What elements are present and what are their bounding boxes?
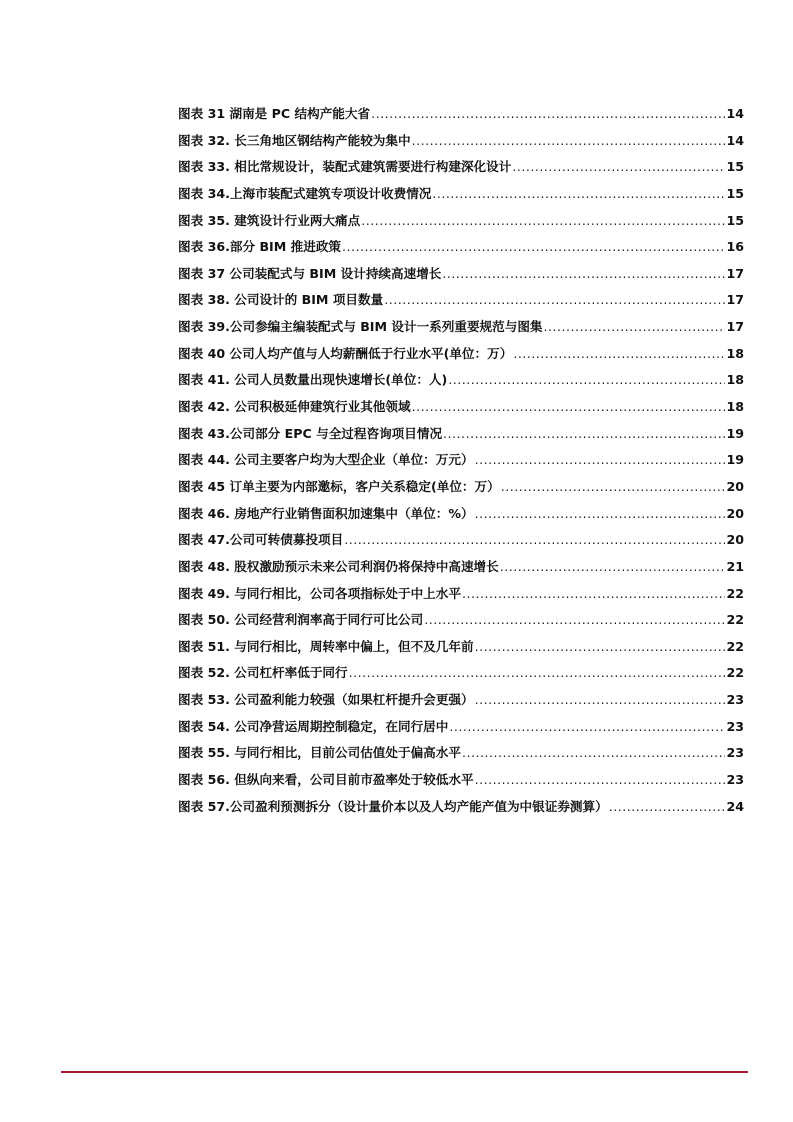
toc-entry[interactable] <box>178 421 744 448</box>
toc-entry-title: 图表 38. 公司设计的 BIM 项目数量 <box>178 292 384 308</box>
toc-entry[interactable] <box>178 287 744 314</box>
toc-entry-page-number: 17 <box>726 292 744 308</box>
toc-entry-title: 图表 56. 但纵向来看，公司目前市盈率处于较低水平 <box>178 772 474 788</box>
toc-entry[interactable] <box>178 687 744 714</box>
toc-dot-leader <box>442 261 725 288</box>
toc-entry[interactable] <box>178 527 744 554</box>
toc-entry[interactable] <box>178 367 744 394</box>
toc-entry-title: 图表 43.公司部分 EPC 与全过程咨询项目情况 <box>178 425 443 441</box>
toc-entry[interactable] <box>178 474 744 501</box>
toc-dot-leader <box>475 767 726 794</box>
toc-dot-leader <box>512 154 725 181</box>
toc-dot-leader <box>443 421 725 448</box>
toc-entry[interactable] <box>178 660 744 687</box>
toc-entry-title: 图表 40 公司人均产值与人均薪酬低于行业水平(单位：万） <box>178 345 513 361</box>
toc-dot-leader <box>412 128 726 155</box>
toc-entry[interactable] <box>178 234 744 261</box>
toc-entry-title: 图表 57.公司盈利预测拆分（设计量价本以及人均产能产值为中银证券测算） <box>178 798 608 814</box>
toc-dot-leader <box>544 314 726 341</box>
toc-entry-title: 图表 54. 公司净营运周期控制稳定，在同行居中 <box>178 718 449 734</box>
toc-dot-leader <box>349 660 726 687</box>
toc-entry[interactable] <box>178 501 744 528</box>
toc-entry[interactable] <box>178 261 744 288</box>
toc-entry[interactable] <box>178 634 744 661</box>
toc-entry-title: 图表 55. 与同行相比，目前公司估值处于偏高水平 <box>178 745 461 761</box>
toc-dot-leader <box>475 447 726 474</box>
toc-entry-title: 图表 37 公司装配式与 BIM 设计持续高速增长 <box>178 265 442 281</box>
toc-dot-leader <box>475 634 726 661</box>
toc-entry-title: 图表 35. 建筑设计行业两大痛点 <box>178 212 361 228</box>
toc-entry-title: 图表 34.上海市装配式建筑专项设计收费情况 <box>178 185 432 201</box>
toc-entry[interactable] <box>178 394 744 421</box>
toc-entry-title: 图表 32. 长三角地区钢结构产能较为集中 <box>178 132 411 148</box>
toc-entry-page-number: 20 <box>726 532 744 548</box>
toc-entry-title: 图表 47.公司可转债募投项目 <box>178 532 344 548</box>
toc-entry[interactable] <box>178 181 744 208</box>
toc-entry-page-number: 23 <box>726 772 744 788</box>
toc-dot-leader <box>475 687 726 714</box>
toc-entry-title: 图表 48. 股权激励预示未来公司利润仍将保持中高速增长 <box>178 558 499 574</box>
toc-entry-title: 图表 31 湖南是 PC 结构产能大省 <box>178 106 371 121</box>
toc-entry-title: 图表 36.部分 BIM 推进政策 <box>178 239 342 255</box>
toc-entry-page-number: 23 <box>726 718 744 734</box>
toc-entry-page-number: 14 <box>726 106 744 121</box>
toc-entry-page-number: 15 <box>726 185 744 201</box>
toc-dot-leader <box>432 181 725 208</box>
toc-entry-page-number: 16 <box>726 239 744 255</box>
toc-entry[interactable] <box>178 341 744 368</box>
toc-entry-page-number: 14 <box>726 132 744 148</box>
toc-entry-page-number: 18 <box>726 399 744 415</box>
toc-dot-leader <box>449 714 725 741</box>
toc-entry-title: 图表 45 订单主要为内部邀标，客户关系稳定(单位：万） <box>178 478 500 494</box>
toc-entry[interactable] <box>178 767 744 794</box>
toc-dot-leader <box>412 394 726 421</box>
toc-entry-page-number: 19 <box>726 425 744 441</box>
toc-entry-page-number: 23 <box>726 745 744 761</box>
toc-entry-title: 图表 44. 公司主要客户均为大型企业（单位：万元） <box>178 452 474 468</box>
toc-entry-page-number: 20 <box>726 505 744 521</box>
toc-entry-page-number: 20 <box>726 478 744 494</box>
toc-entry-page-number: 23 <box>726 692 744 708</box>
toc-dot-leader <box>448 367 725 394</box>
toc-dot-leader <box>384 287 725 314</box>
toc-entry[interactable] <box>178 314 744 341</box>
toc-entry-page-number: 22 <box>726 585 744 601</box>
toc-entry-page-number: 15 <box>726 212 744 228</box>
toc-entry-title: 图表 33. 相比常规设计，装配式建筑需要进行构建深化设计 <box>178 159 512 175</box>
toc-dot-leader <box>462 740 726 767</box>
toc-dot-leader <box>342 234 725 261</box>
toc-entry-page-number: 18 <box>726 372 744 388</box>
toc-entry-page-number: 17 <box>726 319 744 335</box>
toc-entry-title: 图表 39.公司参编主编装配式与 BIM 设计一系列重要规范与图集 <box>178 319 543 335</box>
toc-dot-leader <box>501 474 726 501</box>
toc-entry-title: 图表 41. 公司人员数量出现快速增长(单位：人) <box>178 372 448 388</box>
toc-entry[interactable] <box>178 714 744 741</box>
toc-entry[interactable] <box>178 740 744 767</box>
toc-entry-page-number: 17 <box>726 265 744 281</box>
toc-entry-page-number: 22 <box>726 665 744 681</box>
toc-entry-title: 图表 52. 公司杠杆率低于同行 <box>178 665 348 681</box>
toc-entry[interactable] <box>178 607 744 634</box>
toc-entry-title: 图表 50. 公司经营利润率高于同行可比公司 <box>178 612 424 628</box>
toc-entry[interactable] <box>178 154 744 181</box>
toc-entry[interactable] <box>178 794 744 821</box>
toc-entry-title: 图表 51. 与同行相比，周转率中偏上，但不及几年前 <box>178 638 474 654</box>
toc-entry[interactable] <box>178 101 744 128</box>
toc-dot-leader <box>371 101 725 128</box>
toc-dot-leader <box>475 501 726 528</box>
toc-entry-page-number: 22 <box>726 638 744 654</box>
toc-dot-leader <box>361 208 725 235</box>
toc-dot-leader <box>462 581 726 608</box>
toc-dot-leader <box>513 341 725 368</box>
toc-entry-page-number: 18 <box>726 345 744 361</box>
toc-dot-leader <box>344 527 725 554</box>
toc-dot-leader <box>609 794 726 821</box>
toc-dot-leader <box>500 554 726 581</box>
toc-entry[interactable] <box>178 447 744 474</box>
toc-entry[interactable] <box>178 581 744 608</box>
toc-entry-page-number: 22 <box>726 612 744 628</box>
toc-entry-page-number: 24 <box>726 798 744 814</box>
toc-dot-leader <box>424 607 725 634</box>
table-of-figures <box>178 101 744 820</box>
toc-entry[interactable] <box>178 554 744 581</box>
toc-entry-page-number: 19 <box>726 452 744 468</box>
toc-entry-title: 图表 53. 公司盈利能力较强（如果杠杆提升会更强） <box>178 692 474 708</box>
toc-entry-page-number: 15 <box>726 159 744 175</box>
toc-entry-title: 图表 49. 与同行相比，公司各项指标处于中上水平 <box>178 585 461 601</box>
toc-entry[interactable] <box>178 128 744 155</box>
toc-entry[interactable] <box>178 208 744 235</box>
footer-divider <box>61 1071 748 1073</box>
toc-entry-title: 图表 46. 房地产行业销售面积加速集中（单位：%） <box>178 505 474 521</box>
toc-entry-title: 图表 42. 公司积极延伸建筑行业其他领域 <box>178 399 411 415</box>
toc-entry-page-number: 21 <box>726 558 744 574</box>
